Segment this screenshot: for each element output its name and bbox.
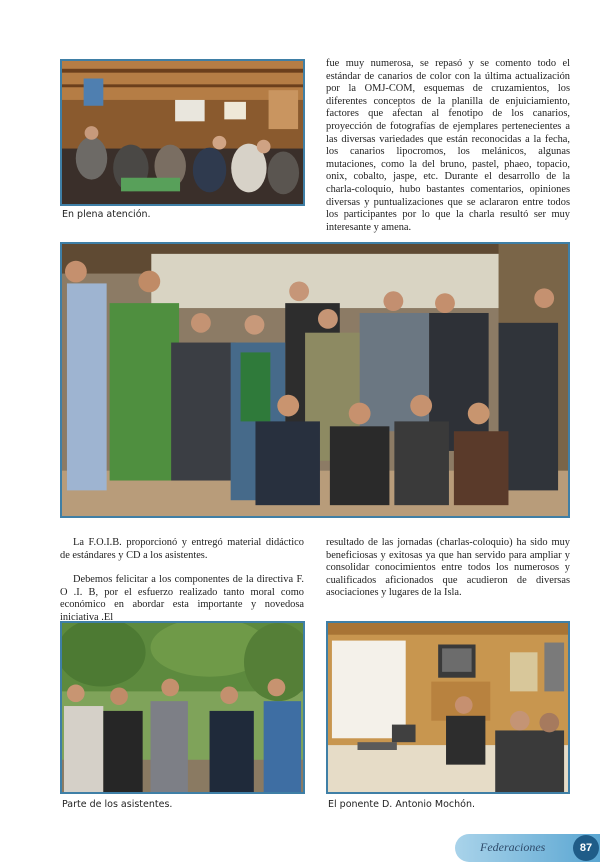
footer-section-label: Federaciones — [480, 840, 546, 854]
article-text-middle-right — [326, 537, 570, 612]
photo-speaker — [326, 621, 570, 794]
photo-attendees-outdoors — [60, 621, 305, 794]
paragraph-results: resultado de las jornadas (charlas-coloquio) ha sido muy beneficiosas y exitosas ya que han servido para ampliar y consolidar conocimientos entre todos los numerosos y cualificados aficionados que acudieron de diversas asociaciones y lugares de la Isla. — [326, 537, 570, 599]
paragraph-material: La F.O.I.B. proporcionó y entregó material didáctico de estándares y CD a los asistentes. — [60, 537, 304, 561]
page-number: 87 — [573, 835, 599, 861]
caption-speaker: El ponente D. Antonio Mochón. — [328, 799, 475, 810]
paragraph-congratulations: Debemos felicitar a los componentes de la directiva F. O .I. B, por el esfuerzo realizado tanto moral como económico en abordar esta importante y novedosa iniciativa .El — [60, 574, 304, 623]
photo-group — [60, 242, 570, 518]
paragraph-lecture-content: fue muy numerosa, se repasó y se comento todo el estándar de canarios de color con la última actualización por la OMJ-COM, esquemas de cruzamientos, los diferentes conceptos de la planilla de enjuiciamiento, factores que afectan al fenotipo de los canarios, proyección de fotografías de ejemplares pertenecientes a las diversas variedades que están reconocidas a la fecha, los canarios lipocromos, los melánicos, algunas mutaciones, como la del bruno, pastel, phaeo, topacio, onix, cobalto, jaspe, etc. Durante el desarrollo de la charla-coloquio, hubo bastantes comentarios, opiniones diversas y puntualizaciones que se aclararon entre todos los participantes por lo que la charla resultó ser muy interesante y amena. — [326, 58, 570, 233]
article-text-top-right — [326, 58, 570, 246]
photo-lecture-audience — [60, 59, 305, 206]
caption-attendees: Parte de los asistentes. — [62, 799, 173, 810]
caption-lecture: En plena atención. — [62, 209, 151, 220]
